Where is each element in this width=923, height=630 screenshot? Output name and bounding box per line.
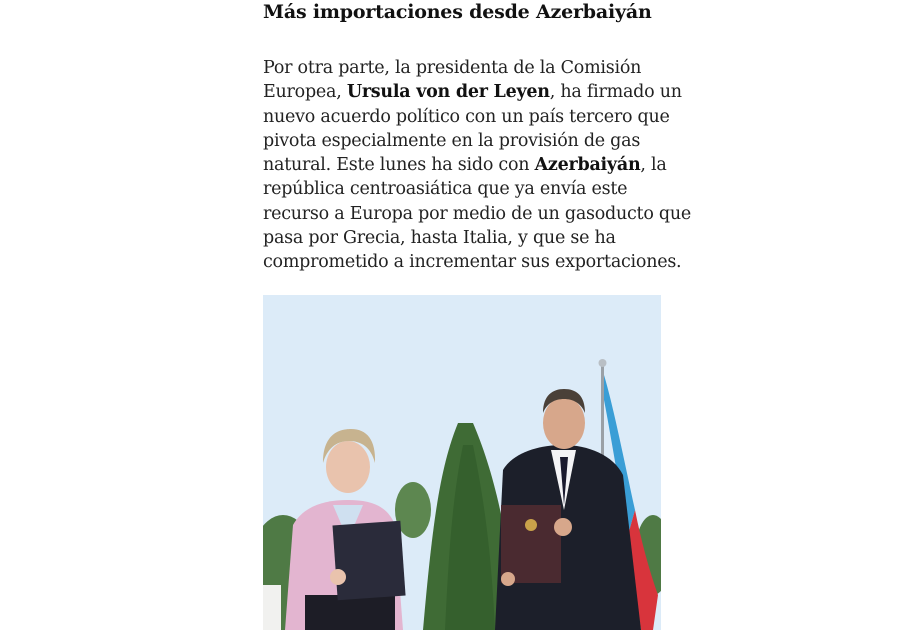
pole-finial xyxy=(599,359,607,367)
article xyxy=(263,0,692,275)
paragraph-line: recurso a Europa por medio de un gasoducto que xyxy=(263,203,692,224)
face-right xyxy=(543,397,585,449)
paragraph-line: Por otra parte, la presidenta de la Comisión xyxy=(263,58,642,78)
photo-illustration xyxy=(263,295,661,630)
bold-country: Azerbaiyán xyxy=(534,155,641,176)
text-run: , la xyxy=(640,155,667,176)
bold-name: Ursula von der Leyen xyxy=(346,82,550,103)
paragraph-line: nuevo acuerdo político con un país tercero que xyxy=(263,106,670,127)
text-run: natural. Este lunes ha sido con xyxy=(263,155,535,176)
section-subheading: Más importaciones desde Azerbaiyán xyxy=(263,1,652,23)
dark-trousers xyxy=(305,595,395,630)
text-run: Europea, xyxy=(263,82,347,103)
article-paragraph xyxy=(263,56,692,275)
folder-right xyxy=(501,505,561,583)
face-left xyxy=(326,441,370,493)
hand-right-lower xyxy=(501,572,515,586)
folder-emblem xyxy=(525,519,537,531)
paragraph-line: pasa por Grecia, hasta Italia, y que se ha xyxy=(263,228,616,249)
hand-right xyxy=(554,518,572,536)
hand-left xyxy=(330,569,346,585)
text-run: , ha firmado un xyxy=(549,82,682,103)
paragraph-line: república centroasiática que ya envía este xyxy=(263,179,628,200)
paragraph-line xyxy=(263,80,682,104)
folder-left xyxy=(333,521,406,601)
paragraph-line xyxy=(263,153,667,177)
chair-left xyxy=(263,585,281,630)
paragraph-line: pivota especialmente en la provisión de gas xyxy=(263,130,641,151)
article-photo xyxy=(263,295,661,630)
paragraph-line: comprometido a incrementar sus exportaciones. xyxy=(263,252,682,273)
